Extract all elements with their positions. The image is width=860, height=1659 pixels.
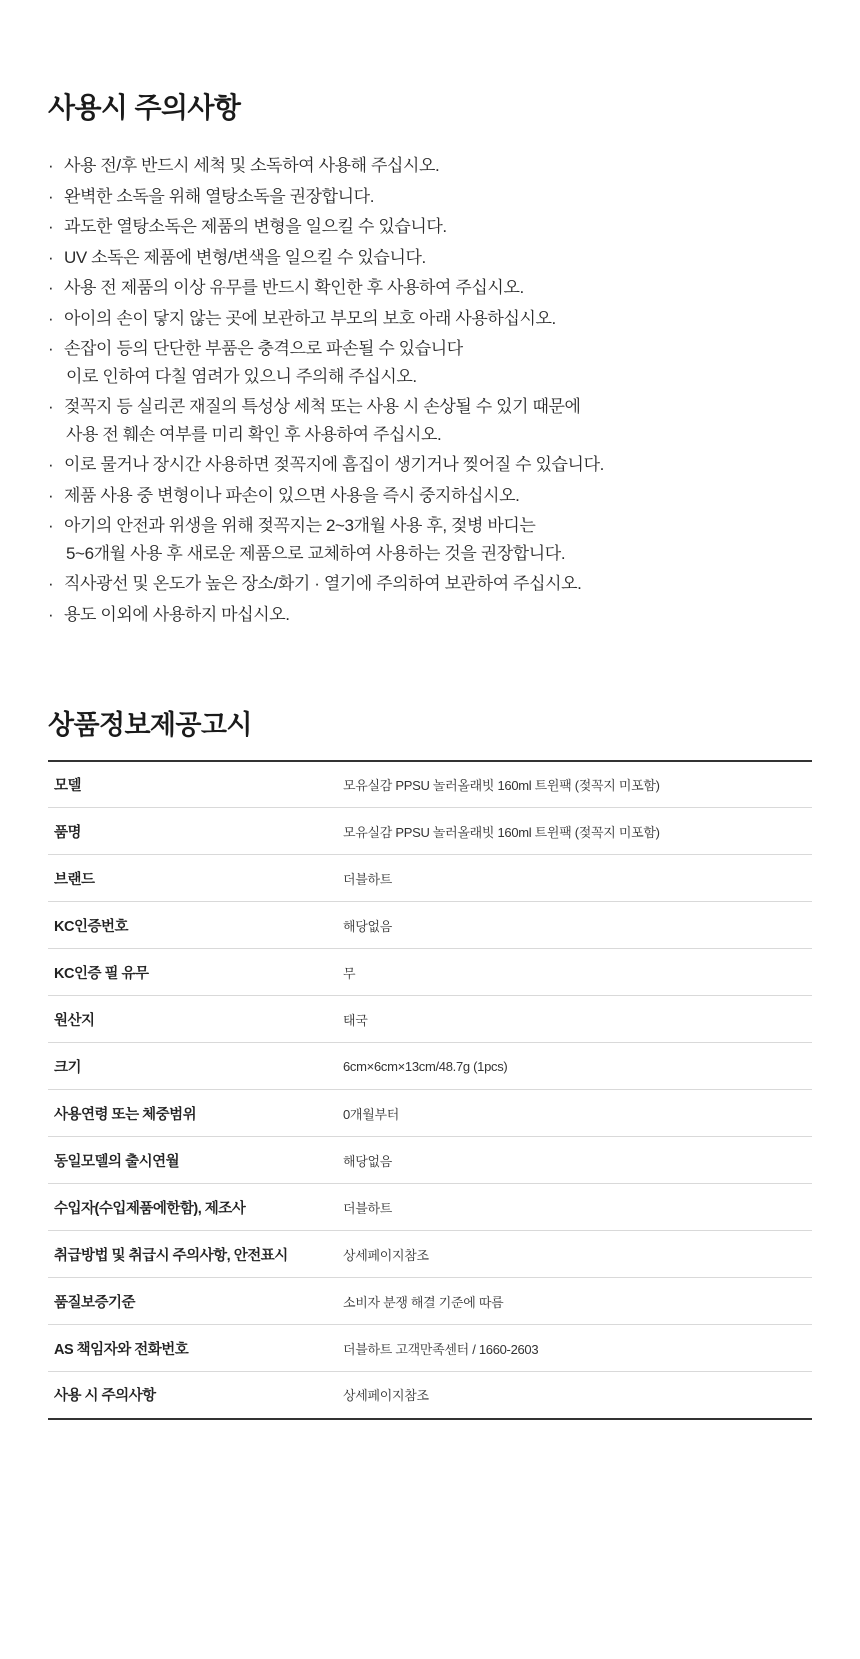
row-value: 더블하트 bbox=[327, 1184, 812, 1231]
caution-text: 완벽한 소독을 위해 열탕소독을 권장합니다. bbox=[64, 186, 375, 206]
table-row bbox=[48, 1043, 812, 1090]
caution-item bbox=[48, 305, 812, 333]
caution-text: 사용 전 제품의 이상 유무를 반드시 확인한 후 사용하여 주십시오. bbox=[64, 278, 524, 298]
table-row bbox=[48, 855, 812, 902]
bullet-icon: · bbox=[48, 217, 54, 237]
row-label: 크기 bbox=[48, 1043, 327, 1090]
bullet-icon: · bbox=[48, 574, 54, 594]
caution-text-continued: 이로 인하여 다칠 염려가 있으니 주의해 주십시오. bbox=[66, 366, 417, 386]
caution-item bbox=[48, 393, 812, 448]
caution-text: 아이의 손이 닿지 않는 곳에 보관하고 부모의 보호 아래 사용하십시오. bbox=[64, 308, 556, 328]
row-value: 더블하트 bbox=[327, 855, 812, 902]
row-label: AS 책임자와 전화번호 bbox=[48, 1325, 327, 1372]
caution-text: 직사광선 및 온도가 높은 장소/화기 · 열기에 주의하여 보관하여 주십시오. bbox=[64, 574, 582, 594]
caution-text: 과도한 열탕소독은 제품의 변형을 일으킬 수 있습니다. bbox=[64, 217, 447, 237]
caution-item bbox=[48, 274, 812, 302]
caution-text: 사용 전/후 반드시 세척 및 소독하여 사용해 주십시오. bbox=[64, 156, 440, 175]
caution-item bbox=[48, 335, 812, 390]
product-info-section bbox=[48, 703, 812, 1420]
table-row bbox=[48, 1325, 812, 1372]
bullet-icon: · bbox=[48, 397, 54, 417]
caution-item bbox=[48, 512, 812, 567]
product-info-title: 상품정보제공고시 bbox=[48, 709, 252, 740]
table-row bbox=[48, 1278, 812, 1325]
row-label: 브랜드 bbox=[48, 855, 327, 902]
row-value: 해당없음 bbox=[327, 902, 812, 949]
table-row bbox=[48, 1137, 812, 1184]
cautions-title: 사용시 주의사항 bbox=[48, 92, 241, 123]
table-row bbox=[48, 1231, 812, 1278]
row-label: 사용 시 주의사항 bbox=[48, 1372, 327, 1419]
caution-text: UV 소독은 제품에 변형/변색을 일으킬 수 있습니다. bbox=[64, 247, 426, 267]
caution-item bbox=[48, 244, 812, 272]
row-label: 모델 bbox=[48, 761, 327, 808]
caution-text: 제품 사용 중 변형이나 파손이 있으면 사용을 즉시 중지하십시오. bbox=[64, 485, 520, 505]
row-value: 6cm×6cm×13cm/48.7g (1pcs) bbox=[327, 1043, 812, 1090]
row-label: 사용연령 또는 체중범위 bbox=[48, 1090, 327, 1137]
row-label: 취급방법 및 취급시 주의사항, 안전표시 bbox=[48, 1231, 327, 1278]
cautions-list bbox=[48, 152, 812, 629]
caution-text: 용도 이외에 사용하지 마십시오. bbox=[64, 604, 290, 624]
row-label: KC인증 필 유무 bbox=[48, 949, 327, 996]
caution-text-continued: 5~6개월 사용 후 새로운 제품으로 교체하여 사용하는 것을 권장합니다. bbox=[66, 543, 566, 563]
row-value: 무 bbox=[327, 949, 812, 996]
table-row bbox=[48, 1090, 812, 1137]
row-label: KC인증번호 bbox=[48, 902, 327, 949]
row-value: 0개월부터 bbox=[327, 1090, 812, 1137]
bullet-icon: · bbox=[48, 247, 54, 267]
caution-item bbox=[48, 213, 812, 241]
caution-item bbox=[48, 482, 812, 510]
caution-text: 아기의 안전과 위생을 위해 젖꼭지는 2~3개월 사용 후, 젖병 바디는 bbox=[64, 516, 536, 536]
row-value: 태국 bbox=[327, 996, 812, 1043]
table-row bbox=[48, 1184, 812, 1231]
caution-item bbox=[48, 601, 812, 629]
bullet-icon: · bbox=[48, 485, 54, 505]
table-row bbox=[48, 1372, 812, 1419]
caution-item bbox=[48, 152, 812, 180]
caution-text: 이로 물거나 장시간 사용하면 젖꼭지에 흠집이 생기거나 찢어질 수 있습니다. bbox=[64, 455, 604, 475]
caution-item bbox=[48, 570, 812, 598]
row-label: 수입자(수입제품에한함), 제조사 bbox=[48, 1184, 327, 1231]
table-row bbox=[48, 761, 812, 808]
table-row bbox=[48, 949, 812, 996]
row-label: 원산지 bbox=[48, 996, 327, 1043]
row-label: 동일모델의 출시연월 bbox=[48, 1137, 327, 1184]
table-row bbox=[48, 808, 812, 855]
row-label: 품질보증기준 bbox=[48, 1278, 327, 1325]
cautions-section bbox=[48, 0, 812, 629]
row-value: 모유실감 PPSU 놀러올래빗 160ml 트윈팩 (젖꼭지 미포함) bbox=[327, 808, 812, 855]
row-value: 해당없음 bbox=[327, 1137, 812, 1184]
bullet-icon: · bbox=[48, 186, 54, 206]
caution-item bbox=[48, 183, 812, 211]
table-row bbox=[48, 996, 812, 1043]
bullet-icon: · bbox=[48, 156, 54, 175]
bullet-icon: · bbox=[48, 278, 54, 298]
bullet-icon: · bbox=[48, 339, 54, 359]
caution-text: 젖꼭지 등 실리콘 재질의 특성상 세척 또는 사용 시 손상될 수 있기 때문에 bbox=[64, 397, 581, 417]
caution-text-continued: 사용 전 훼손 여부를 미리 확인 후 사용하여 주십시오. bbox=[66, 424, 442, 444]
row-value: 소비자 분쟁 해결 기준에 따름 bbox=[327, 1278, 812, 1325]
row-value: 모유실감 PPSU 놀러올래빗 160ml 트윈팩 (젖꼭지 미포함) bbox=[327, 761, 812, 808]
row-value: 상세페이지참조 bbox=[327, 1372, 812, 1419]
bullet-icon: · bbox=[48, 516, 54, 536]
bullet-icon: · bbox=[48, 604, 54, 624]
product-info-table bbox=[48, 760, 812, 1420]
row-value: 상세페이지참조 bbox=[327, 1231, 812, 1278]
row-label: 품명 bbox=[48, 808, 327, 855]
bullet-icon: · bbox=[48, 308, 54, 328]
bullet-icon: · bbox=[48, 455, 54, 475]
row-value: 더블하트 고객만족센터 / 1660-2603 bbox=[327, 1325, 812, 1372]
caution-text: 손잡이 등의 단단한 부품은 충격으로 파손될 수 있습니다 bbox=[64, 339, 463, 359]
table-row bbox=[48, 902, 812, 949]
caution-item bbox=[48, 451, 812, 479]
